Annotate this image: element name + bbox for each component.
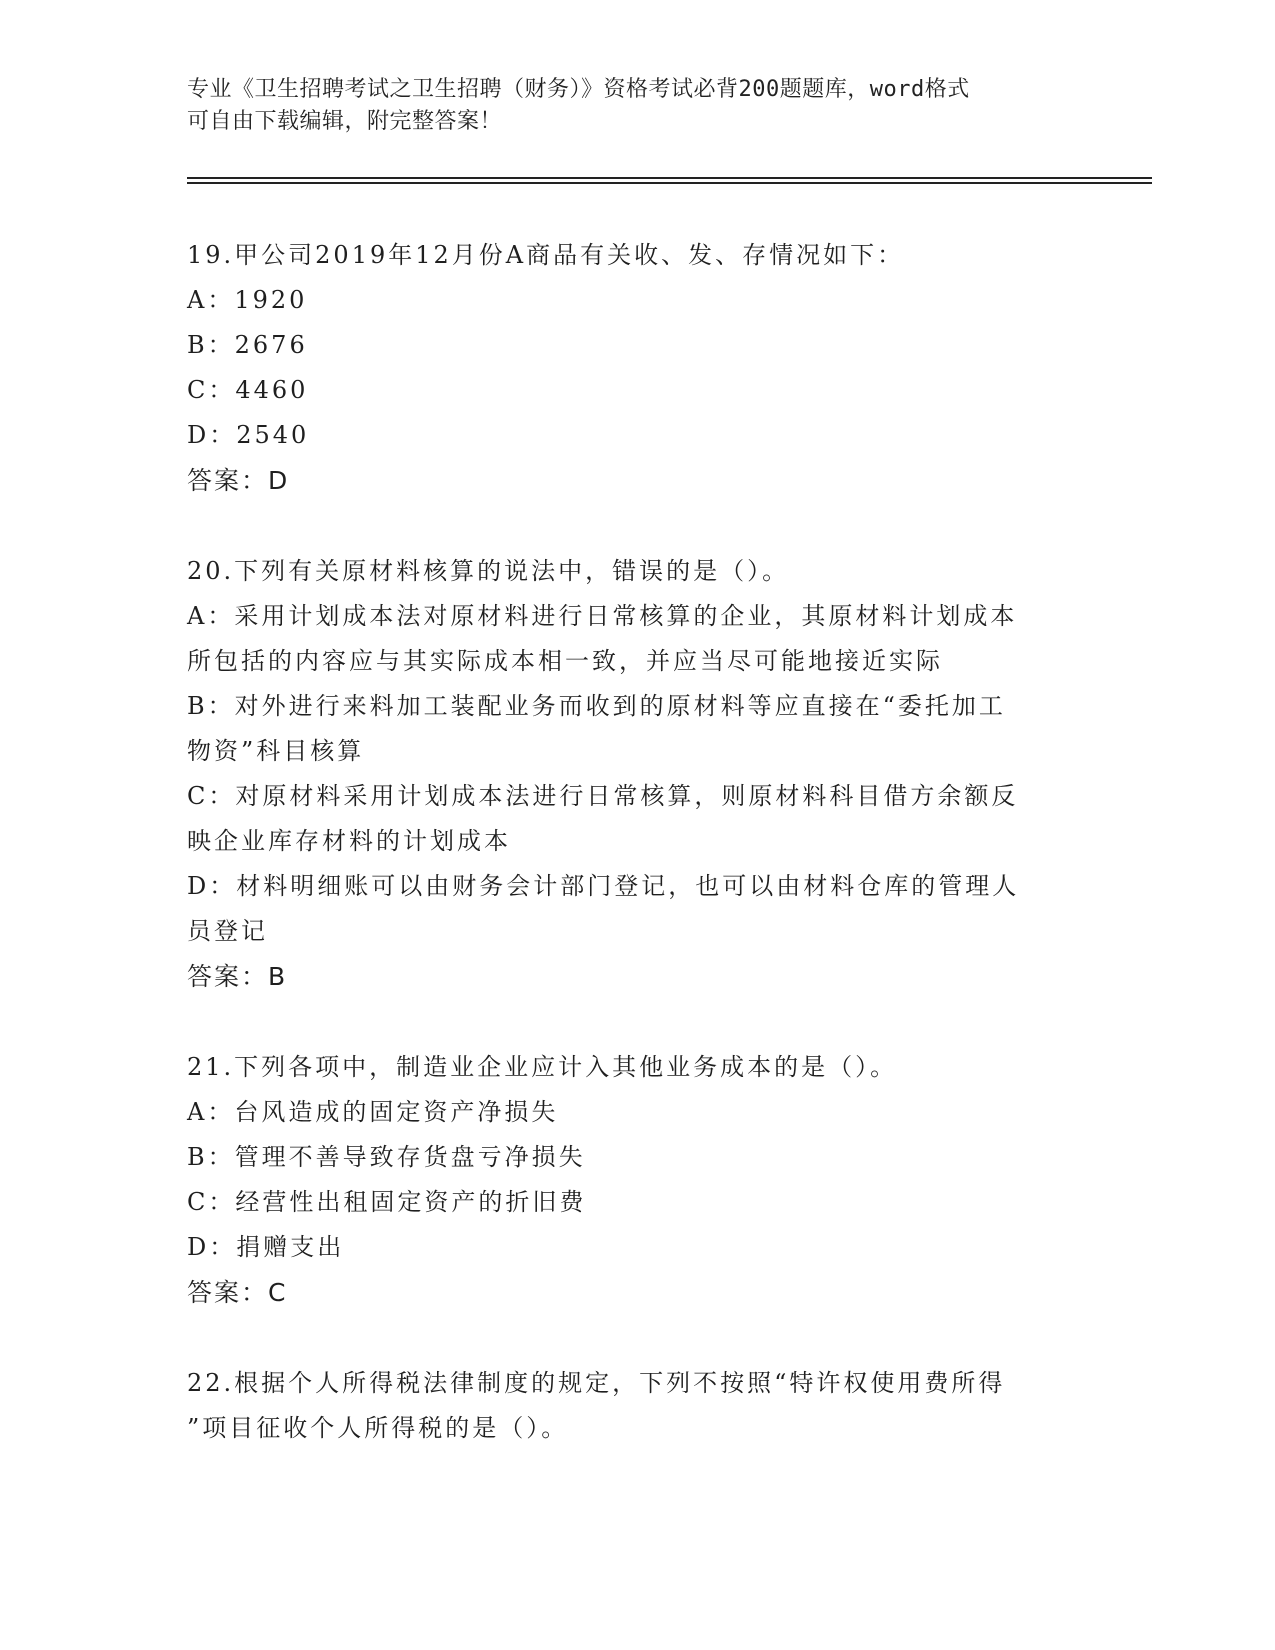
document-header: [187, 74, 1067, 138]
option-c: C：对原材料采用计划成本法进行日常核算，则原材料科目借方余额反: [187, 782, 1019, 810]
question-21: [187, 1045, 1077, 1315]
option-b: B：2676: [187, 331, 308, 359]
option-c: C：经营性出租固定资产的折旧费: [187, 1188, 587, 1216]
question-stem: 19.甲公司2019年12月份A商品有关收、发、存情况如下：: [187, 241, 905, 269]
question-22: [187, 1361, 1077, 1451]
option-a-cont: 所包括的内容应与其实际成本相一致，并应当尽可能地接近实际: [187, 647, 943, 675]
option-d-cont: 员登记: [187, 917, 268, 945]
header-rule-top: [187, 177, 1152, 179]
header-rule-bottom: [187, 182, 1152, 184]
option-b: B：对外进行来料加工装配业务而收到的原材料等应直接在“委托加工: [187, 692, 1006, 720]
answer: 答案：C: [187, 1278, 288, 1307]
option-a: A：台风造成的固定资产净损失: [187, 1098, 559, 1126]
option-b: B：管理不善导致存货盘亏净损失: [187, 1143, 586, 1171]
option-c-cont: 映企业库存材料的计划成本: [187, 827, 511, 855]
question-19: [187, 233, 1077, 503]
header-line-2: 可自由下载编辑，附完整答案！: [187, 109, 503, 134]
option-d: D：材料明细账可以由财务会计部门登记，也可以由材料仓库的管理人: [187, 872, 1020, 900]
answer: 答案：B: [187, 962, 288, 991]
question-list: [187, 233, 1077, 1497]
header-line-1: 专业《卫生招聘考试之卫生招聘（财务）》资格考试必背200题题库，word格式: [187, 77, 970, 102]
option-c: C：4460: [187, 376, 309, 404]
option-a: A：采用计划成本法对原材料进行日常核算的企业，其原材料计划成本: [187, 602, 1018, 630]
option-b-cont: 物资”科目核算: [187, 737, 365, 765]
option-d: D：2540: [187, 421, 310, 449]
option-a: A：1920: [187, 286, 308, 314]
question-20: [187, 549, 1077, 999]
question-stem: 22.根据个人所得税法律制度的规定，下列不按照“特许权使用费所得: [187, 1369, 1006, 1397]
answer: 答案：D: [187, 466, 290, 495]
option-d: D：捐赠支出: [187, 1233, 345, 1261]
question-stem: 20.下列有关原材料核算的说法中，错误的是（）。: [187, 557, 790, 585]
question-stem-cont: ”项目征收个人所得税的是（）。: [187, 1414, 569, 1442]
question-stem: 21.下列各项中，制造业企业应计入其他业务成本的是（）。: [187, 1053, 898, 1081]
